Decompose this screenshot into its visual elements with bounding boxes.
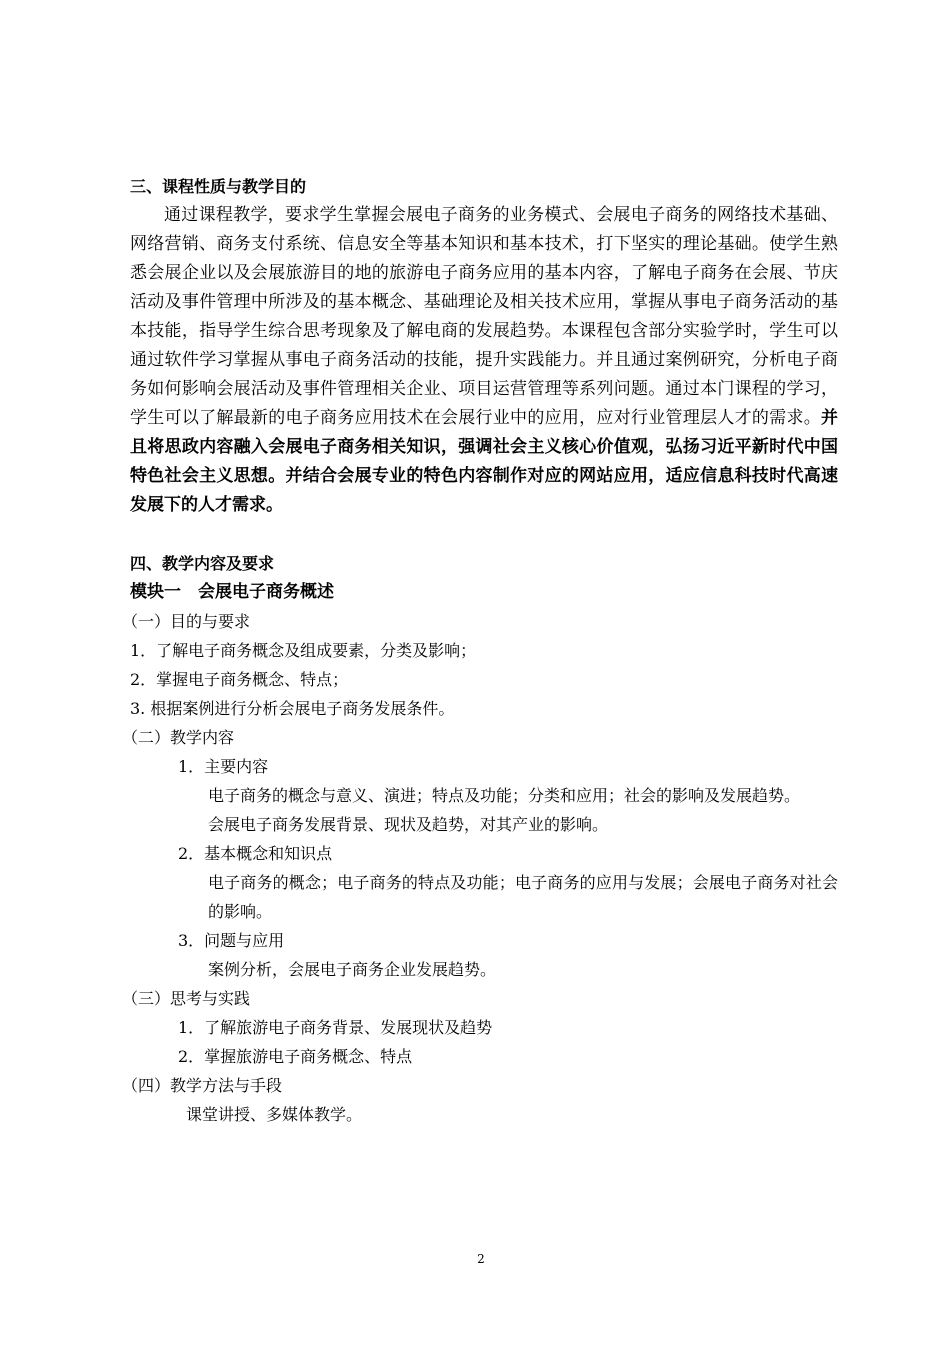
practice-item-2: 2．掌握旅游电子商务概念、特点 bbox=[178, 1047, 413, 1066]
section-gap bbox=[130, 520, 838, 549]
issues-text: 案例分析，会展电子商务企业发展趋势。 bbox=[208, 960, 497, 979]
goal-item-1: 1．了解电子商务概念及组成要素，分类及影响； bbox=[130, 641, 477, 660]
content-heading: （二）教学内容 bbox=[122, 728, 235, 747]
page-number: 2 bbox=[477, 1252, 485, 1266]
goals-heading: （一）目的与要求 bbox=[122, 612, 251, 631]
practice-heading: （三）思考与实践 bbox=[122, 989, 251, 1008]
goal-item-3: 3. 根据案例进行分析会展电子商务发展条件。 bbox=[130, 699, 455, 718]
section-3-body-bold: 并且将思政内容融入会展电子商务相关知识，强调社会主义核心价值观，弘扬习近平新时代中国特色社会主义思想。并结合会展专业的特色内容制作对应的网站应用，适应信息科技时代高速发展下的人才需求。 bbox=[130, 408, 838, 515]
section-4-title: 四、教学内容及要求 bbox=[130, 554, 275, 573]
section-3-body-normal: 通过课程教学，要求学生掌握会展电子商务的业务模式、会展电子商务的网络技术基础、网络营销、商务支付系统、信息安全等基本知识和基本技术，打下坚实的理论基础。使学生熟悉会展企业以及会展旅游目的地的旅游电子商务应用的基本内容，了解电子商务在会展、节庆活动及事件管理中所涉及的基本概念、基础理论及相关技术应用，掌握从事电子商务活动的基本技能，指导学生综合思考现象及了解电商的发展趋势。本课程包含部分实验学时，学生可以通过软件学习掌握从事电子商务活动的技能，提升实践能力。并且通过案例研究，分析电子商务如何影响会展活动及事件管理相关企业、项目运营管理等系列问题。通过本门课程的学习，学生可以了解最新的电子商务应用技术在会展行业中的应用，应对行业管理层人才的需求。 bbox=[130, 205, 838, 428]
methods-text: 课堂讲授、多媒体教学。 bbox=[186, 1105, 363, 1124]
main-content-heading: 1．主要内容 bbox=[178, 757, 269, 776]
section-3-paragraph bbox=[130, 201, 838, 520]
methods-heading: （四）教学方法与手段 bbox=[122, 1076, 283, 1095]
main-content-text-2: 会展电子商务发展背景、现状及趋势，对其产业的影响。 bbox=[208, 815, 609, 834]
module-1-title: 模块一 会展电子商务概述 bbox=[130, 582, 334, 602]
page-content bbox=[122, 172, 838, 1129]
issues-heading: 3．问题与应用 bbox=[178, 931, 285, 950]
concepts-heading: 2．基本概念和知识点 bbox=[178, 844, 333, 863]
concepts-text: 电子商务的概念；电子商务的特点及功能；电子商务的应用与发展；会展电子商务对社会的影响。 bbox=[208, 873, 838, 921]
section-3-title: 三、课程性质与教学目的 bbox=[130, 177, 307, 196]
main-content-text-1: 电子商务的概念与意义、演进；特点及功能；分类和应用；社会的影响及发展趋势。 bbox=[208, 786, 801, 805]
practice-item-1: 1．了解旅游电子商务背景、发展现状及趋势 bbox=[178, 1018, 493, 1037]
goal-item-2: 2．掌握电子商务概念、特点； bbox=[130, 670, 349, 689]
